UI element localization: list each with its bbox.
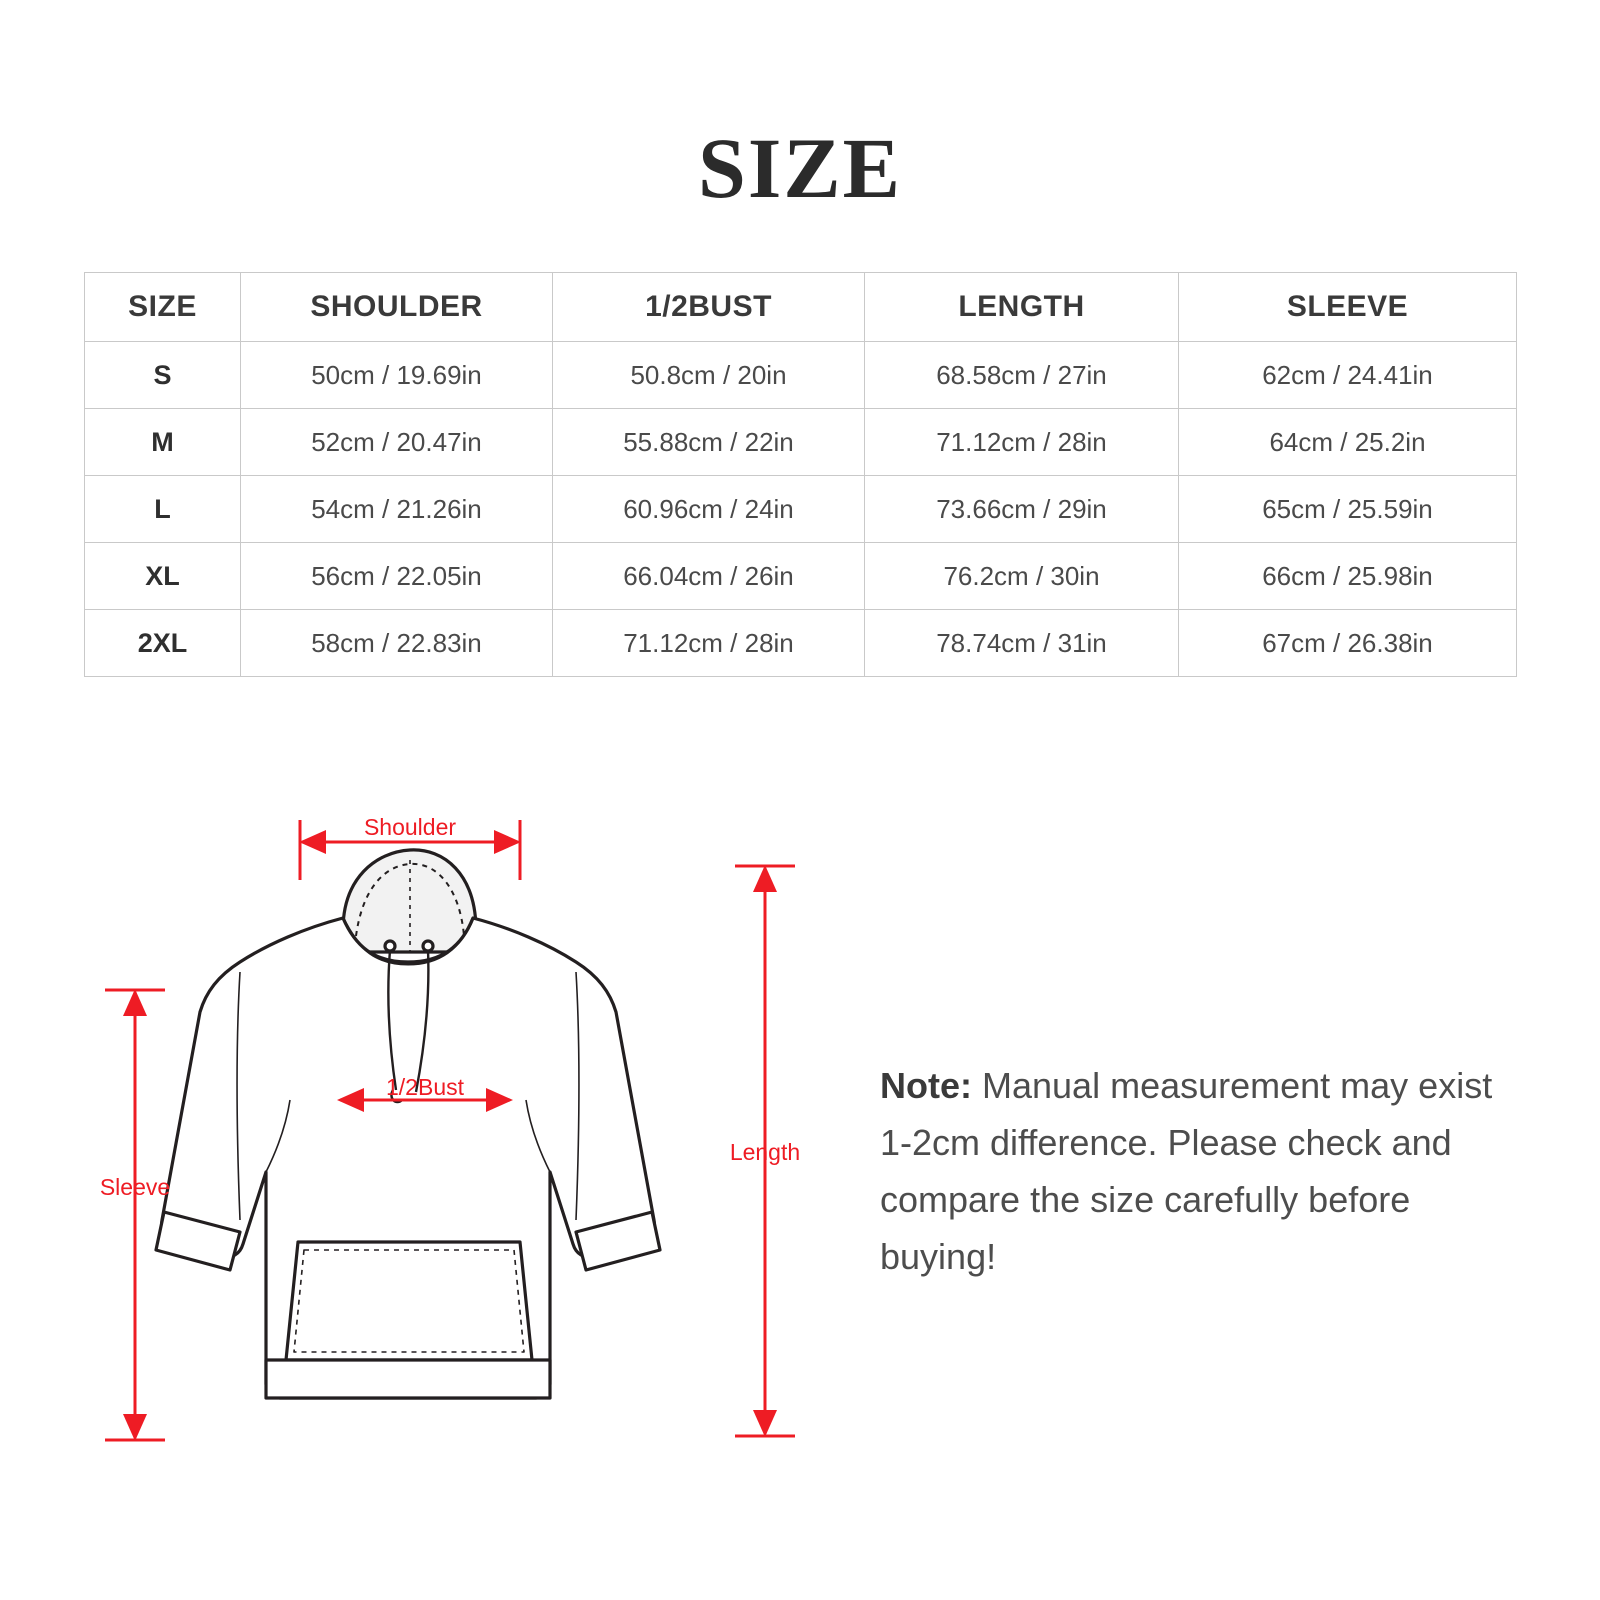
cell-sleeve: 65cm / 25.59in [1179, 476, 1517, 543]
cell-shoulder: 56cm / 22.05in [241, 543, 553, 610]
sleeve-measure [105, 990, 165, 1440]
cell-sleeve: 67cm / 26.38in [1179, 610, 1517, 677]
cell-length: 68.58cm / 27in [865, 342, 1179, 409]
cell-bust: 71.12cm / 28in [553, 610, 865, 677]
cell-shoulder: 58cm / 22.83in [241, 610, 553, 677]
column-header-size: SIZE [85, 273, 241, 342]
cell-shoulder: 50cm / 19.69in [241, 342, 553, 409]
size-chart-table [84, 272, 1517, 677]
column-header-shoulder: SHOULDER [241, 273, 553, 342]
table-row [85, 610, 1517, 677]
column-header-bust: 1/2BUST [553, 273, 865, 342]
cell-shoulder: 54cm / 21.26in [241, 476, 553, 543]
table-header-row [85, 273, 1517, 342]
sleeve-label: Sleeve [99, 1174, 171, 1200]
cell-size: 2XL [85, 610, 241, 677]
cell-bust: 55.88cm / 22in [553, 409, 865, 476]
note-block [880, 1058, 1520, 1286]
column-header-sleeve: SLEEVE [1179, 273, 1517, 342]
table-row [85, 342, 1517, 409]
hoodie-illustration [156, 850, 660, 1398]
cell-length: 73.66cm / 29in [865, 476, 1179, 543]
cell-size: M [85, 409, 241, 476]
cell-size: S [85, 342, 241, 409]
cell-sleeve: 62cm / 24.41in [1179, 342, 1517, 409]
table-row [85, 409, 1517, 476]
bust-label: 1/2Bust [386, 1074, 464, 1100]
cell-bust: 66.04cm / 26in [553, 543, 865, 610]
column-header-length: LENGTH [865, 273, 1179, 342]
table-row [85, 543, 1517, 610]
cell-bust: 50.8cm / 20in [553, 342, 865, 409]
cell-length: 78.74cm / 31in [865, 610, 1179, 677]
cell-length: 76.2cm / 30in [865, 543, 1179, 610]
cell-bust: 60.96cm / 24in [553, 476, 865, 543]
table-row [85, 476, 1517, 543]
cell-size: XL [85, 543, 241, 610]
cell-sleeve: 64cm / 25.2in [1179, 409, 1517, 476]
shoulder-label: Shoulder [363, 814, 457, 840]
note-text: Manual measurement may exist 1-2cm difference. Please check and compare the size carefully before buying! [880, 1065, 1493, 1277]
cell-shoulder: 52cm / 20.47in [241, 409, 553, 476]
length-label: Length [729, 1139, 801, 1165]
cell-size: L [85, 476, 241, 543]
cell-sleeve: 66cm / 25.98in [1179, 543, 1517, 610]
page-title: SIZE [697, 120, 903, 216]
cell-length: 71.12cm / 28in [865, 409, 1179, 476]
measurement-diagram [90, 800, 830, 1500]
note-label: Note: [880, 1065, 972, 1106]
